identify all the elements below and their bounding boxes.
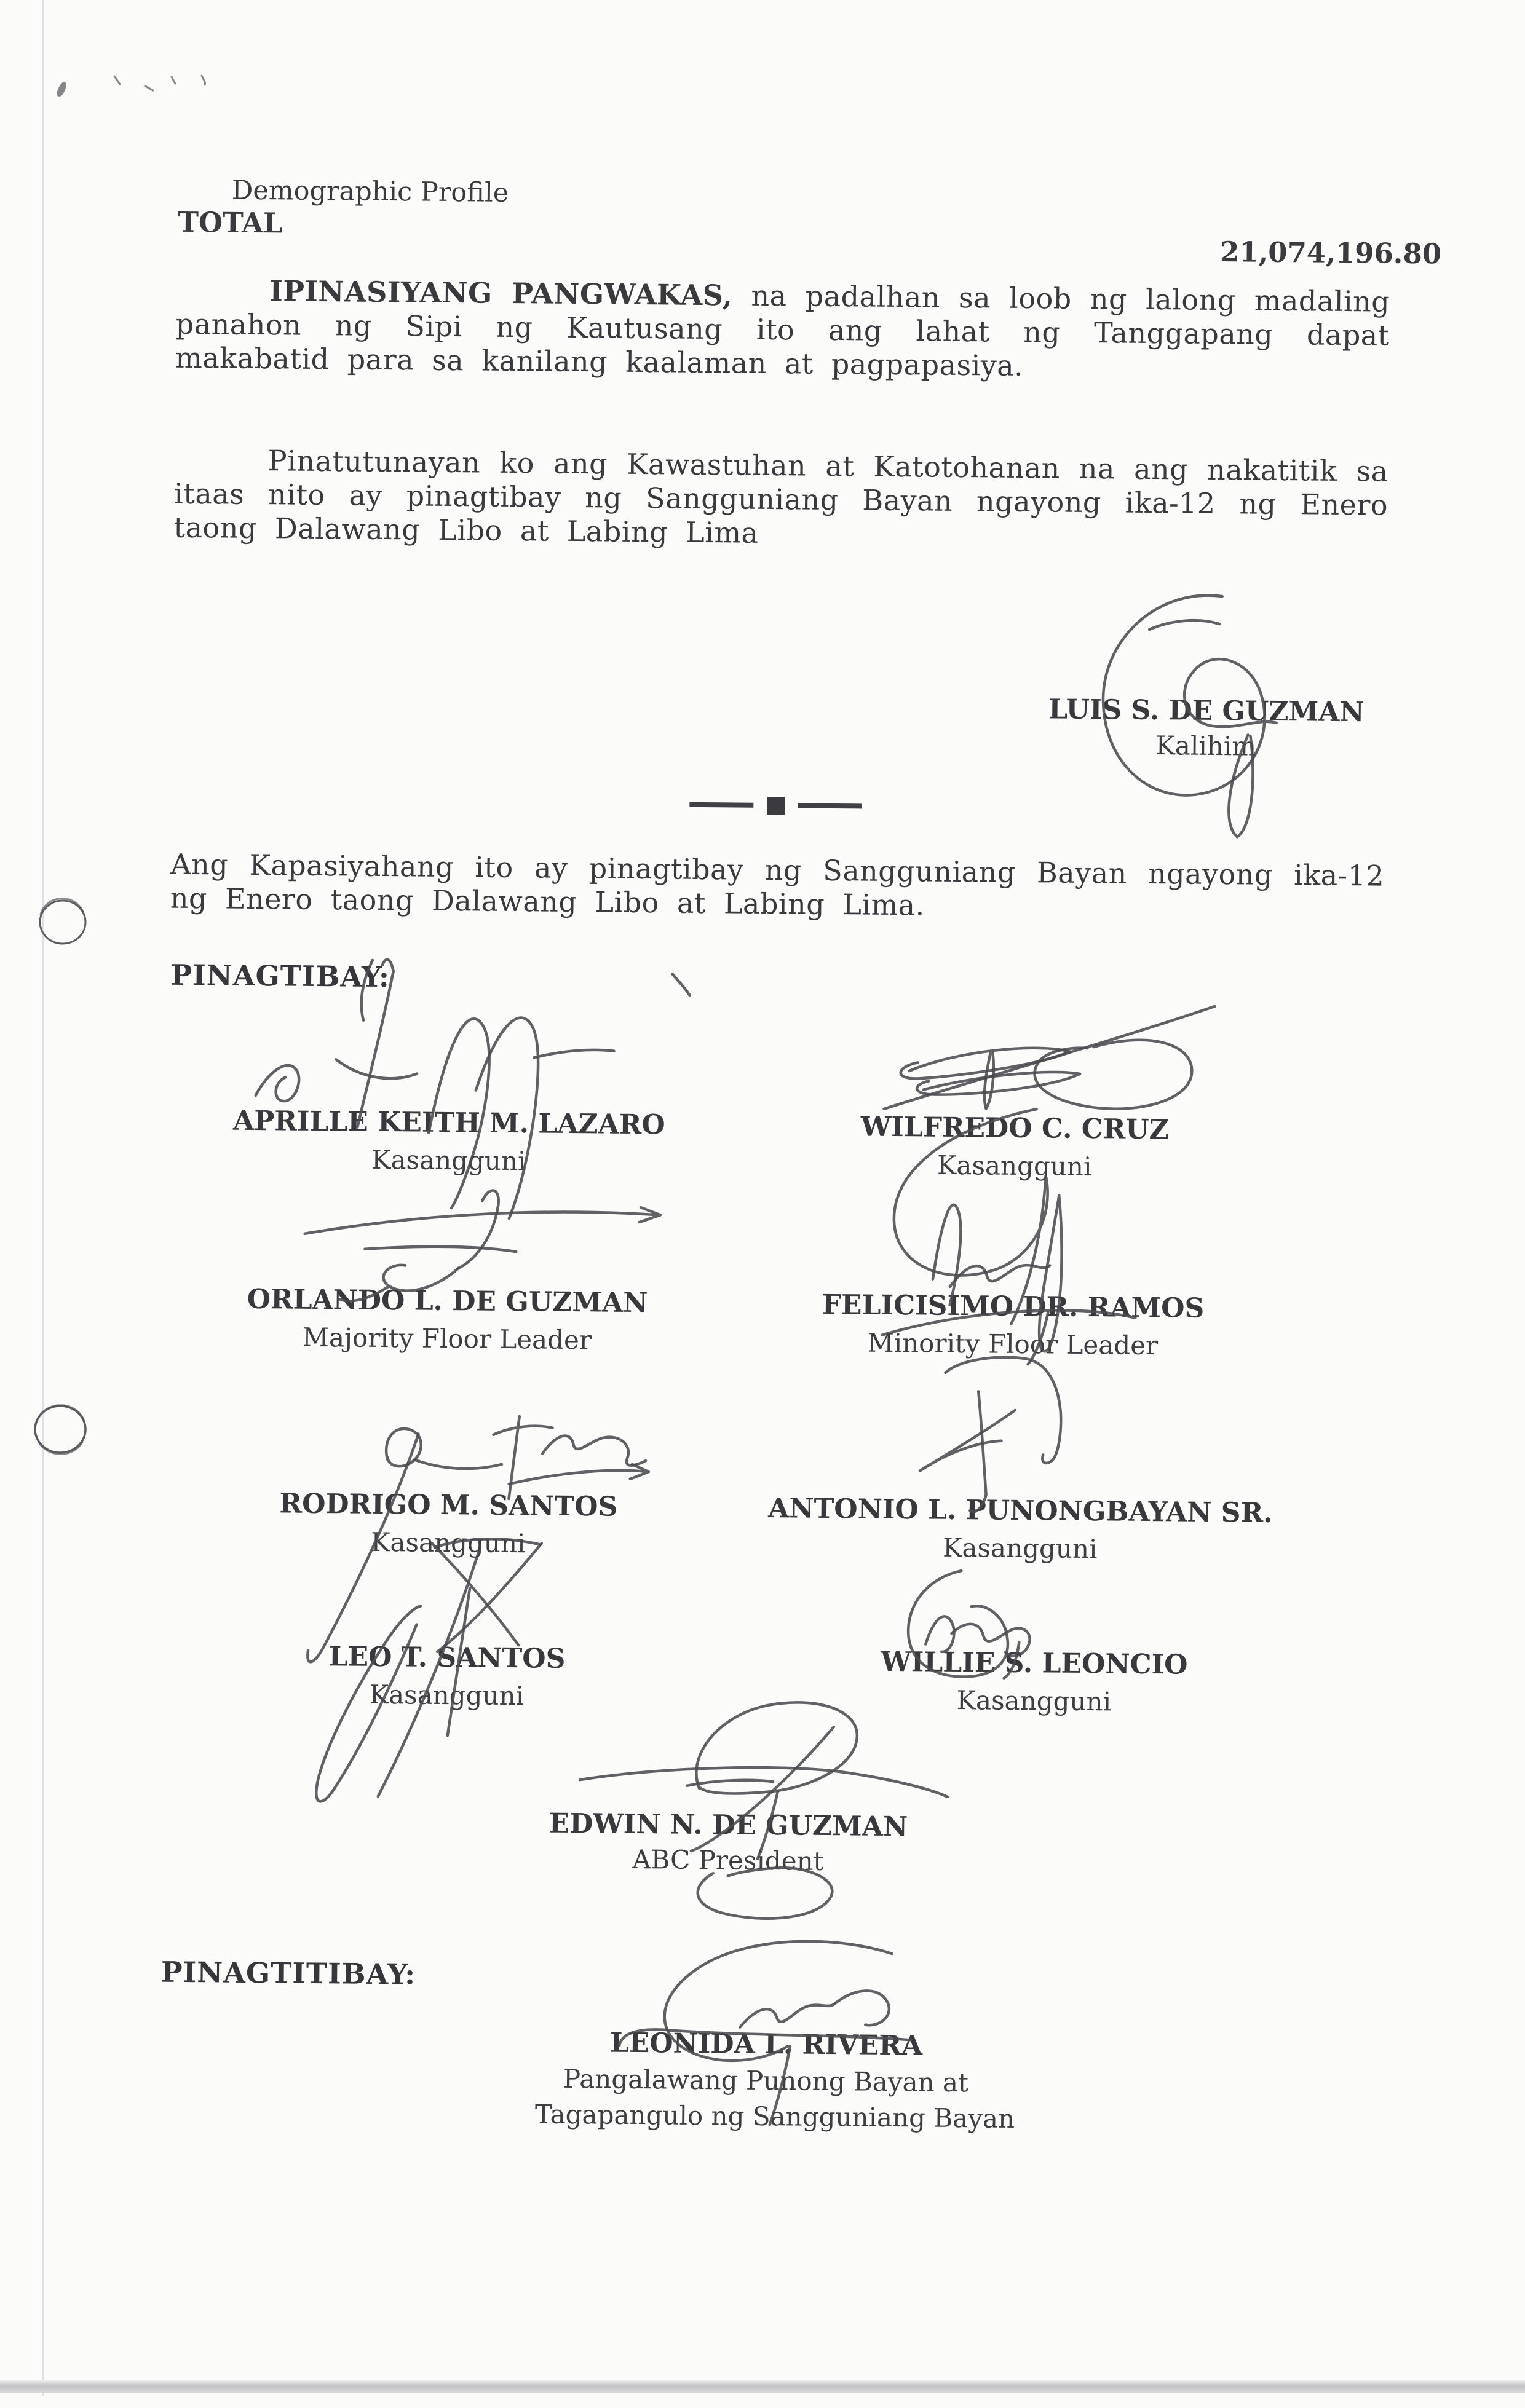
signatory-title: Kasangguni (942, 1532, 1098, 1565)
presiding-officer-name: LEONIDA L. RIVERA (609, 2027, 923, 2062)
presiding-officer-title-1: Pangalawang Punong Bayan at (563, 2063, 969, 2098)
signatory-name: RODRIGO M. SANTOS (279, 1488, 618, 1523)
resolution-body: na padalhan sa loob ng lalong madaling panahon ng Sipi ng Kautusang ito ang lahat ng Tanggapang dapat makabatid para sa kanilang kaalaman at pagpapasiya. (175, 278, 1390, 382)
section-divider (689, 792, 862, 819)
signatory-title: Kasangguni (956, 1685, 1112, 1717)
certified-label: PINAGTITIBAY: (160, 1955, 416, 1991)
signatory-title: ABC President (632, 1844, 824, 1876)
signatory-title: Majority Floor Leader (302, 1322, 592, 1356)
divider-square (767, 796, 785, 814)
signatory-name: APRILLE KEITH M. LAZARO (232, 1105, 665, 1141)
total-label: TOTAL (178, 205, 283, 240)
certification-paragraph: Pinatutunayan ko ang Kawastuhan at Katotohanan na ang nakatitik sa itaas nito ay pinagtibay ng Sangguniang Bayan ngayong ika-12 ng Enero taong Dalawang Libo at Labing Lima (173, 444, 1388, 550)
secretary-name: LUIS S. DE GUZMAN (1048, 693, 1365, 728)
signatory-title: Kasangguni (937, 1150, 1092, 1182)
signatory-name: FELICISIMO DR. RAMOS (822, 1289, 1205, 1324)
signatory-name: WILLIE S. LEONCIO (881, 1646, 1188, 1681)
resolution-paragraph (175, 274, 1390, 387)
signature-aprille-lazaro (255, 958, 690, 1220)
signatory-name: WILFREDO C. CRUZ (860, 1111, 1170, 1146)
secretary-title: Kalihim (1155, 730, 1257, 762)
signatory-name: ANTONIO L. PUNONGBAYAN SR. (767, 1493, 1273, 1529)
divider-dash-left (689, 802, 753, 808)
signature-antonio-punongbayan (919, 1357, 1061, 1513)
signatory-title: Kasangguni (371, 1144, 526, 1177)
signatory-title: Kasangguni (369, 1679, 525, 1711)
presiding-officer-title-2: Tagapangulo ng Sangguniang Bayan (534, 2099, 1015, 2134)
signatory-title: Minority Floor Leader (867, 1327, 1159, 1361)
resolution-lead: IPINASIYANG PANGWAKAS, (269, 274, 733, 312)
signatory-name: EDWIN N. DE GUZMAN (549, 1807, 908, 1843)
adopted-label: PINAGTIBAY: (170, 958, 390, 994)
divider-dash-right (798, 803, 862, 808)
adoption-paragraph: Ang Kapasiyahang ito ay pinagtibay ng Sangguniang Bayan ngayong ika-12 ng Enero taong Dalawang Libo at Labing Lima. (170, 847, 1385, 922)
total-amount: 21,074,196.80 (1219, 235, 1442, 270)
signatory-name: LEO T. SANTOS (328, 1641, 566, 1675)
signatory-title: Kasangguni (370, 1526, 526, 1559)
section-label: Demographic Profile (231, 175, 509, 208)
signatory-name: ORLANDO L. DE GUZMAN (247, 1283, 648, 1319)
